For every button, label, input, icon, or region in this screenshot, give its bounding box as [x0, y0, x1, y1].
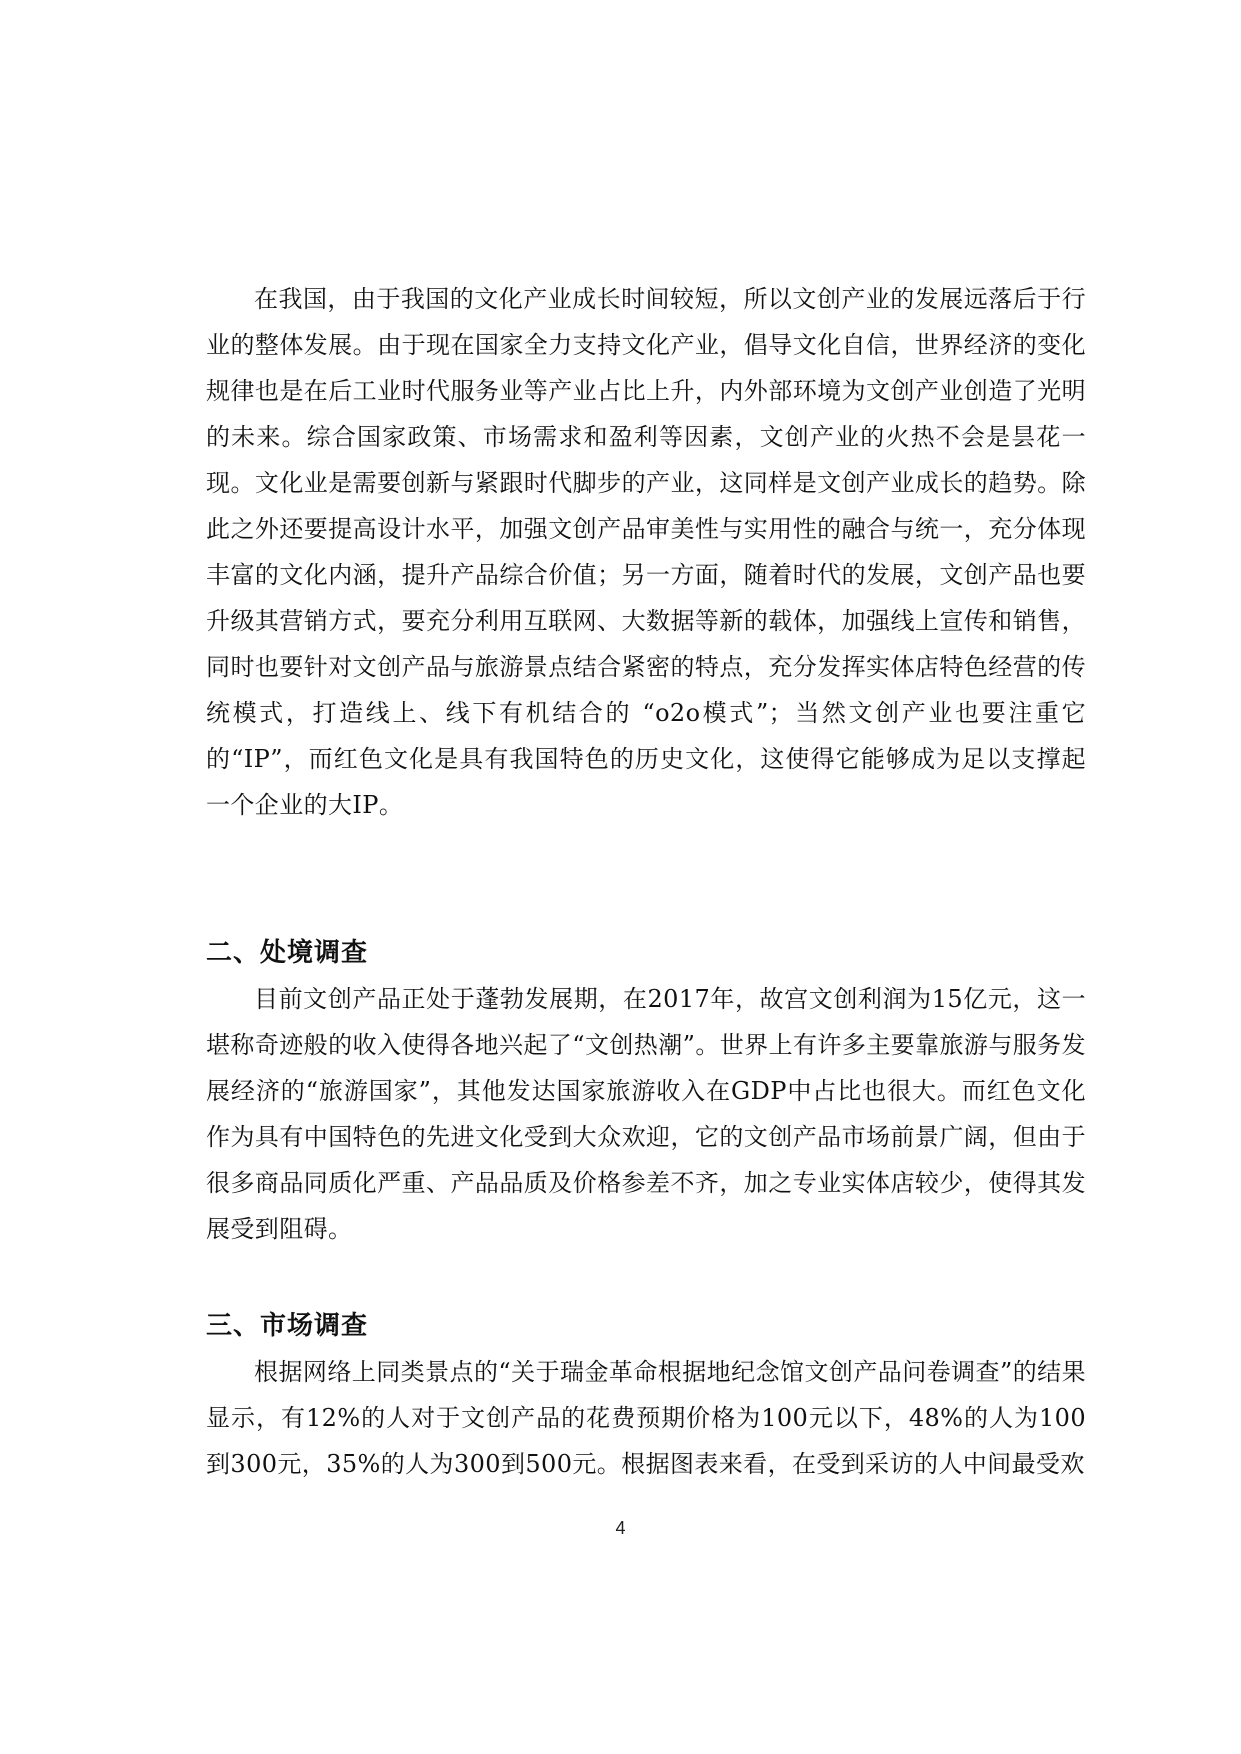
section-market-survey: [206, 1303, 1086, 1487]
paragraph-cultural-industry: 在我国，由于我国的文化产业成长时间较短，所以文创产业的发展远落后于行业的整体发展。由于现在国家全力支持文化产业，倡导文化自信，世界经济的变化规律也是在后工业时代服务业等产业占比上升，内外部环境为文创产业创造了光明的未来。综合国家政策、市场需求和盈利等因素，文创产业的火热不会是昙花一现。文化业是需要创新与紧跟时代脚步的产业，这同样是文创产业成长的趋势。除此之外还要提高设计水平，加强文创产品审美性与实用性的融合与统一，充分体现丰富的文化内涵，提升产品综合价值；另一方面，随着时代的发展，文创产品也要升级其营销方式，要充分利用互联网、大数据等新的载体，加强线上宣传和销售，同时也要针对文创产品与旅游景点结合紧密的特点，充分发挥实体店特色经营的传统模式，打造线上、线下有机结合的 “o2o模式”；当然文创产业也要注重它的“IP”，而红色文化是具有我国特色的历史文化，这使得它能够成为足以支撑起一个企业的大IP。: [206, 285, 1086, 819]
section-heading-market: 三、市场调查: [206, 1311, 369, 1341]
section-heading-situation: 二、处境调查: [206, 938, 369, 968]
paragraph-market: 根据网络上同类景点的“关于瑞金革命根据地纪念馆文创产品问卷调查”的结果显示，有12%的人对于文创产品的花费预期价格为100元以下，48%的人为100到300元，35%的人为300到500元。根据图表来看，在受到采访的人中间最受欢: [206, 1358, 1086, 1478]
paragraph-situation: 目前文创产品正处于蓬勃发展期，在2017年，故宫文创利润为15亿元，这一堪称奇迹般的收入使得各地兴起了“文创热潮”。世界上有许多主要靠旅游与服务发展经济的“旅游国家”，其他发达国家旅游收入在GDP中占比也很大。而红色文化作为具有中国特色的先进文化受到大众欢迎，它的文创产品市场前景广阔，但由于很多商品同质化严重、产品品质及价格参差不齐，加之专业实体店较少，使得其发展受到阻碍。: [206, 985, 1086, 1243]
section-situation-survey: [206, 930, 1086, 1252]
page-number: 4: [615, 1518, 626, 1538]
body-section-intro: [206, 276, 1086, 828]
